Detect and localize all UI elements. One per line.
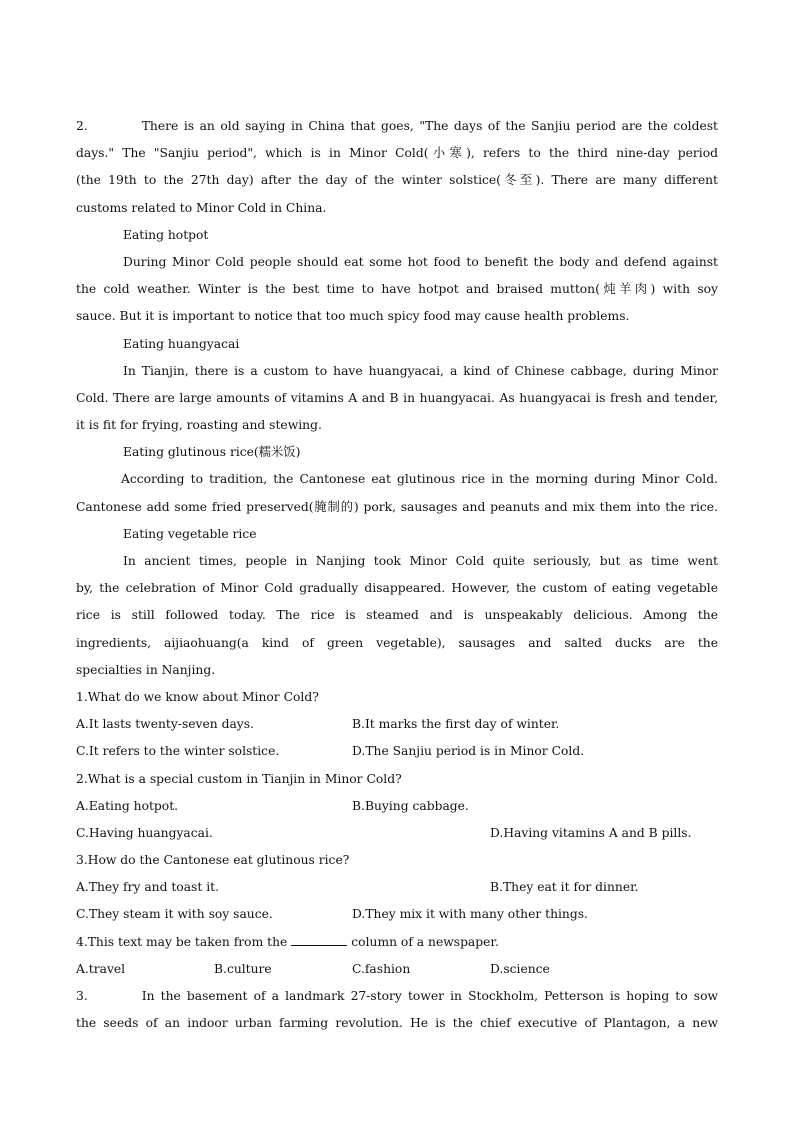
q4-option-d[interactable]: D.science (490, 961, 550, 976)
q1-option-c[interactable]: C.It refers to the winter solstice. (76, 744, 280, 759)
question-4-options-row (76, 956, 718, 983)
section-huangyacai-line-3: it is fit for frying, roasting and stewing. (76, 418, 322, 433)
q3-option-c[interactable]: C.They steam it with soy sauce. (76, 907, 273, 922)
question-2-options-row-2 (76, 820, 718, 847)
section-glutinous-line-1: According to tradition, the Cantonese eat glutinous rice in the morning during Minor Cold. (121, 472, 718, 487)
question-1-options-row-2 (76, 738, 718, 765)
q4-option-a[interactable]: A.travel (76, 961, 126, 976)
section-heading-glutinous-rice: Eating glutinous rice(糯米饭) (123, 445, 301, 460)
passage-number: 3. (76, 989, 88, 1003)
q3-option-d[interactable]: D.They mix it with many other things. (352, 907, 588, 922)
passage-number: 2. (76, 119, 88, 133)
section-vegetable-line-5: specialties in Nanjing. (76, 662, 216, 677)
section-huangyacai-line-1: In Tianjin, there is a custom to have huangyacai, a kind of Chinese cabbage, during Minor (123, 363, 718, 378)
section-heading-vegetable-rice: Eating vegetable rice (123, 526, 257, 541)
section-vegetable-line-4: ingredients, aijiaohuang(a kind of green vegetable), sausages and salted ducks are the (76, 635, 718, 650)
passage-2-line-4: customs related to Minor Cold in China. (76, 200, 327, 215)
section-heading-huangyacai: Eating huangyacai (123, 336, 240, 351)
q2-option-d[interactable]: D.Having vitamins A and B pills. (490, 825, 692, 840)
question-3-options-row-1 (76, 874, 718, 901)
question-2-options-row-1 (76, 793, 718, 820)
document-page (76, 113, 718, 1037)
passage-3-line-1: 3. In the basement of a landmark 27-story tower in Stockholm, Petterson is hoping to sow (76, 989, 718, 1003)
question-2-stem: 2.What is a special custom in Tianjin in Minor Cold? (76, 771, 402, 786)
section-huangyacai-line-2: Cold. There are large amounts of vitamins A and B in huangyacai. As huangyacai is fresh and tender, (76, 390, 718, 405)
q1-option-b[interactable]: B.It marks the first day of winter. (352, 717, 560, 732)
passage-2-line-2: days." The "Sanjiu period", which is in Minor Cold(小寒), refers to the third nine-day period (76, 146, 718, 161)
passage-2-line-1: 2. There is an old saying in China that goes, "The days of the Sanjiu period are the coldest (76, 119, 718, 133)
section-hotpot-line-2: the cold weather. Winter is the best time to have hotpot and braised mutton(炖羊肉) with soy (76, 282, 718, 297)
q3-option-b[interactable]: B.They eat it for dinner. (490, 880, 639, 895)
passage-2-line-3: (the 19th to the 27th day) after the day of the winter solstice(冬至). There are many different (76, 173, 718, 188)
passage-3-line-2: the seeds of an indoor urban farming revolution. He is the chief executive of Plantagon, a new (76, 1016, 718, 1031)
q1-option-a[interactable]: A.It lasts twenty-seven days. (76, 717, 254, 732)
q4-option-c[interactable]: C.fashion (352, 961, 411, 976)
q2-option-b[interactable]: B.Buying cabbage. (352, 798, 469, 813)
section-hotpot-line-3: sauce. But it is important to notice that too much spicy food may cause health problems. (76, 309, 630, 324)
q2-option-c[interactable]: C.Having huangyacai. (76, 825, 213, 840)
question-3-options-row-2 (76, 901, 718, 928)
q1-option-d[interactable]: D.The Sanjiu period is in Minor Cold. (352, 744, 585, 759)
section-vegetable-line-1: In ancient times, people in Nanjing took Minor Cold quite seriously, but as time went (123, 554, 718, 568)
section-heading-hotpot: Eating hotpot (123, 227, 209, 242)
question-3-stem: 3.How do the Cantonese eat glutinous rice? (76, 853, 350, 868)
q4-option-b[interactable]: B.culture (214, 961, 272, 976)
q3-option-a[interactable]: A.They fry and toast it. (76, 880, 219, 895)
question-1-stem: 1.What do we know about Minor Cold? (76, 689, 319, 704)
section-hotpot-line-1: During Minor Cold people should eat some hot food to benefit the body and defend against (123, 254, 718, 269)
section-vegetable-line-3: rice is still followed today. The rice is steamed and is unspeakably delicious. Among the (76, 608, 718, 623)
section-vegetable-line-2: by, the celebration of Minor Cold gradually disappeared. However, the custom of eating vegetable (76, 581, 718, 596)
section-glutinous-line-2: Cantonese add some fried preserved(腌制的) pork, sausages and peanuts and mix them into the rice. (76, 499, 718, 514)
answer-blank (291, 933, 347, 946)
q2-option-a[interactable]: A.Eating hotpot. (76, 798, 179, 813)
question-1-options-row-1 (76, 711, 718, 738)
question-4-stem: 4.This text may be taken from the column of a newspaper. (76, 934, 499, 949)
